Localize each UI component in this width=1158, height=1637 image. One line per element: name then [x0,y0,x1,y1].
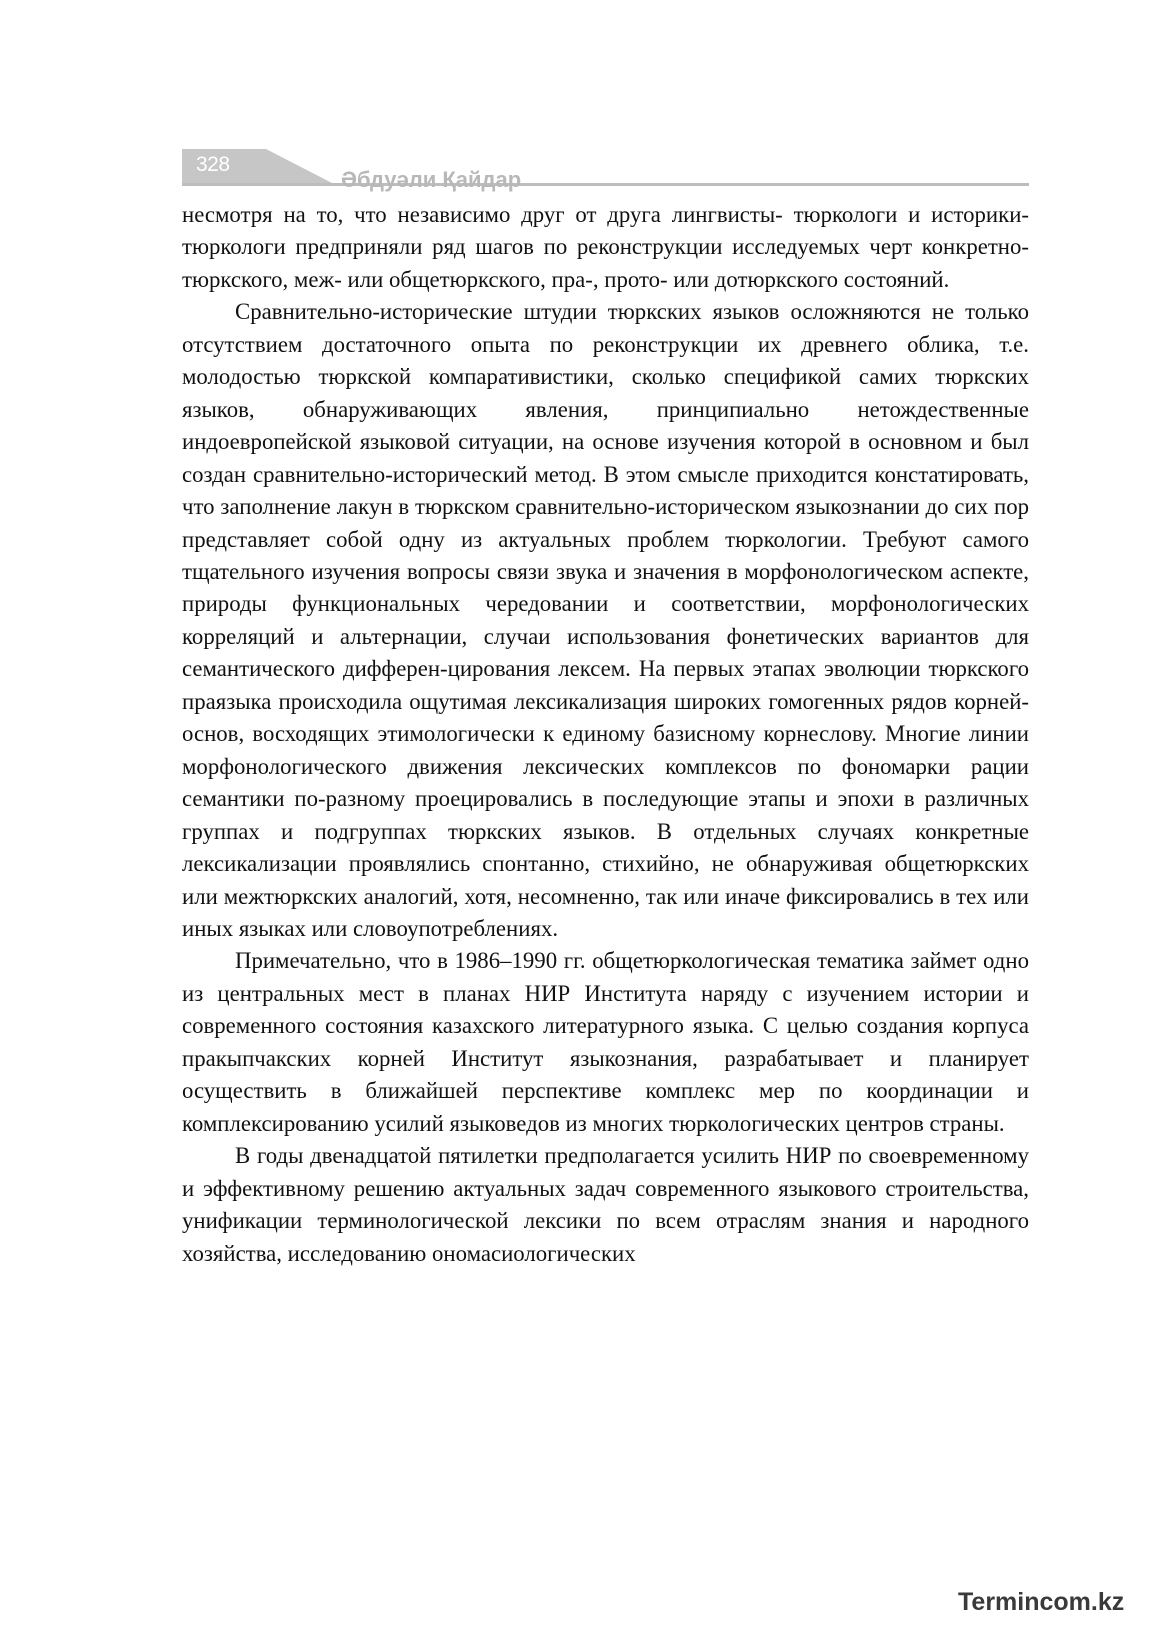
main-text [182,199,1029,1270]
paragraph-2: Сравнительно-исторические штудии тюркских языков осложняются не только отсутствием достаточного опыта по реконструкции их древнего облика, т.е. молодостью тюркской компаративистики, сколько спецификой самих тюркских языков, обнаруживающих явления, принципиально нетождественные индоевропейской языковой ситуации, на основе изучения которой в основном и был создан сравнительно-исторический метод. В этом смысле приходится констатировать, что заполнение лакун в тюркском сравнительно-историческом языкознании до сих пор представляет собой одну из актуальных проблем тюркологии. Требуют самого тщательного изучения вопросы связи звука и значения в морфонологическом аспекте, природы функциональных чередовании и соответствии, морфонологических корреляций и альтернации, случаи использования фонетических вариантов для семантического дифферен-цирования лексем. На первых этапах эволюции тюркского праязыка происходила ощутимая лексикализация широких гомогенных рядов корней-основ, восходящих этимологически к единому базисному корнеслову. Многие линии морфонологического движения лексических комплексов по фономарки рации семантики по-разному проецировались в последующие этапы и эпохи в различных группах и подгруппах тюркских языков. В отдельных случаях конкретные лексикализации проявлялись спонтанно, стихийно, не обнаруживая общетюркских или межтюркских аналогий, хотя, несомненно, так или иначе фиксировались в тех или иных языках или словоупотреблениях. [182,299,1029,941]
paragraph-4: В годы двенадцатой пятилетки предполагается усилить НИР по своевременному и эффективному решению актуальных задач современного языкового строительства, унификации терминологической лексики по всем отраслям знания и народного хозяйства, исследованию ономасиологических [182,1143,1029,1266]
paragraph-1: несмотря на то, что независимо друг от друга лингвисты- тюркологи и историки-тюркологи предприняли ряд шагов по реконструкции исследуемых черт конкретно-тюркского, меж- или общетюркского, пра-, прото- или дотюркского состояний. [182,202,1029,292]
page-number: 328 [196,153,230,176]
page-header [182,149,1029,195]
header-tab-shape [182,149,1029,195]
paragraph-3: Примечательно, что в 1986–1990 гг. общетюркологическая тематика займет одно из центральных мест в планах НИР Института наряду с изучением истории и современного состояния казахского литературного языка. С целью создания корпуса пракыпчакских корней Институт языкознания, разрабатывает и планирует осуществить в ближайшей перспективе комплекс мер по координации и комплексированию усилий языковедов из многих тюркологических центров страны. [182,948,1029,1136]
site-watermark [958,1585,1158,1637]
watermark-text: Termincom.kz [958,1588,1125,1616]
running-title-author: Әбдуәли Қайдар [341,167,522,192]
